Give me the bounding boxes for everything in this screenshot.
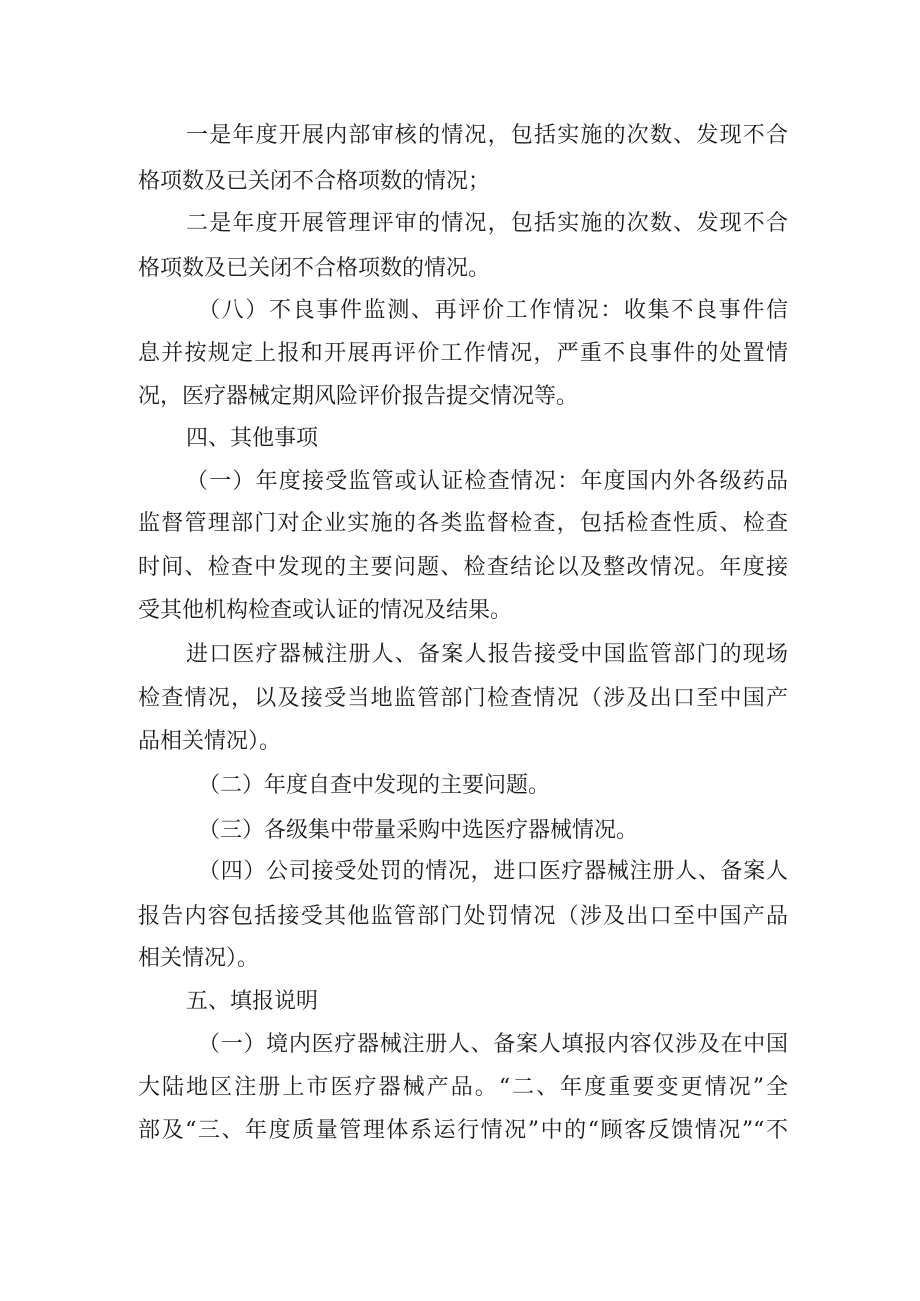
paragraph-line: （二）年度自查中发现的主要问题。 [198,773,551,798]
paragraph-line: 大陆地区注册上市医疗器械产品。“二、年度重要变更情况”全 [138,1075,788,1100]
paragraph-line: 格项数及已关闭不合格项数的情况； [138,169,491,194]
paragraph-line: （八）不良事件监测、再评价工作情况：收集不良事件信 [198,298,788,323]
paragraph-line: 格项数及已关闭不合格项数的情况。 [138,256,491,281]
paragraph-line: 相关情况）。 [138,946,260,971]
paragraph-line: 监督管理部门对企业实施的各类监督检查，包括检查性质、检查 [138,511,788,536]
paragraph-line: （一）境内医疗器械注册人、备案人填报内容仅涉及在中国 [198,1032,788,1057]
paragraph-line: 报告内容包括接受其他监管部门处罚情况（涉及出口至中国产品 [138,904,788,929]
paragraph-line: （一）年度接受监管或认证检查情况：年度国内外各级药品 [186,469,788,494]
section-heading: 五、填报说明 [186,989,319,1014]
paragraph-line: 部及“三、年度质量管理体系运行情况”中的“顾客反馈情况”“不 [138,1118,788,1143]
paragraph-line: 息并按规定上报和开展再评价工作情况，严重不良事件的处置情 [138,341,788,366]
paragraph-line: （三）各级集中带量采购中选医疗器械情况。 [198,818,639,843]
paragraph-line: 进口医疗器械注册人、备案人报告接受中国监管部门的现场 [186,642,788,667]
paragraph-line: 二是年度开展管理评审的情况，包括实施的次数、发现不合 [186,211,788,236]
paragraph-line: 况，医疗器械定期风险评价报告提交情况等。 [138,384,579,409]
paragraph-line: 品相关情况）。 [138,729,282,754]
section-heading: 四、其他事项 [186,426,319,451]
paragraph-line: （四）公司接受处罚的情况，进口医疗器械注册人、备案人 [198,859,788,884]
paragraph-line: 检查情况，以及接受当地监管部门检查情况（涉及出口至中国产 [138,686,788,711]
paragraph-line: 受其他机构检查或认证的情况及结果。 [138,598,513,623]
paragraph-line: 一是年度开展内部审核的情况，包括实施的次数、发现不合 [186,123,788,148]
paragraph-line: 时间、检查中发现的主要问题、检查结论以及整改情况。年度接 [138,555,788,580]
